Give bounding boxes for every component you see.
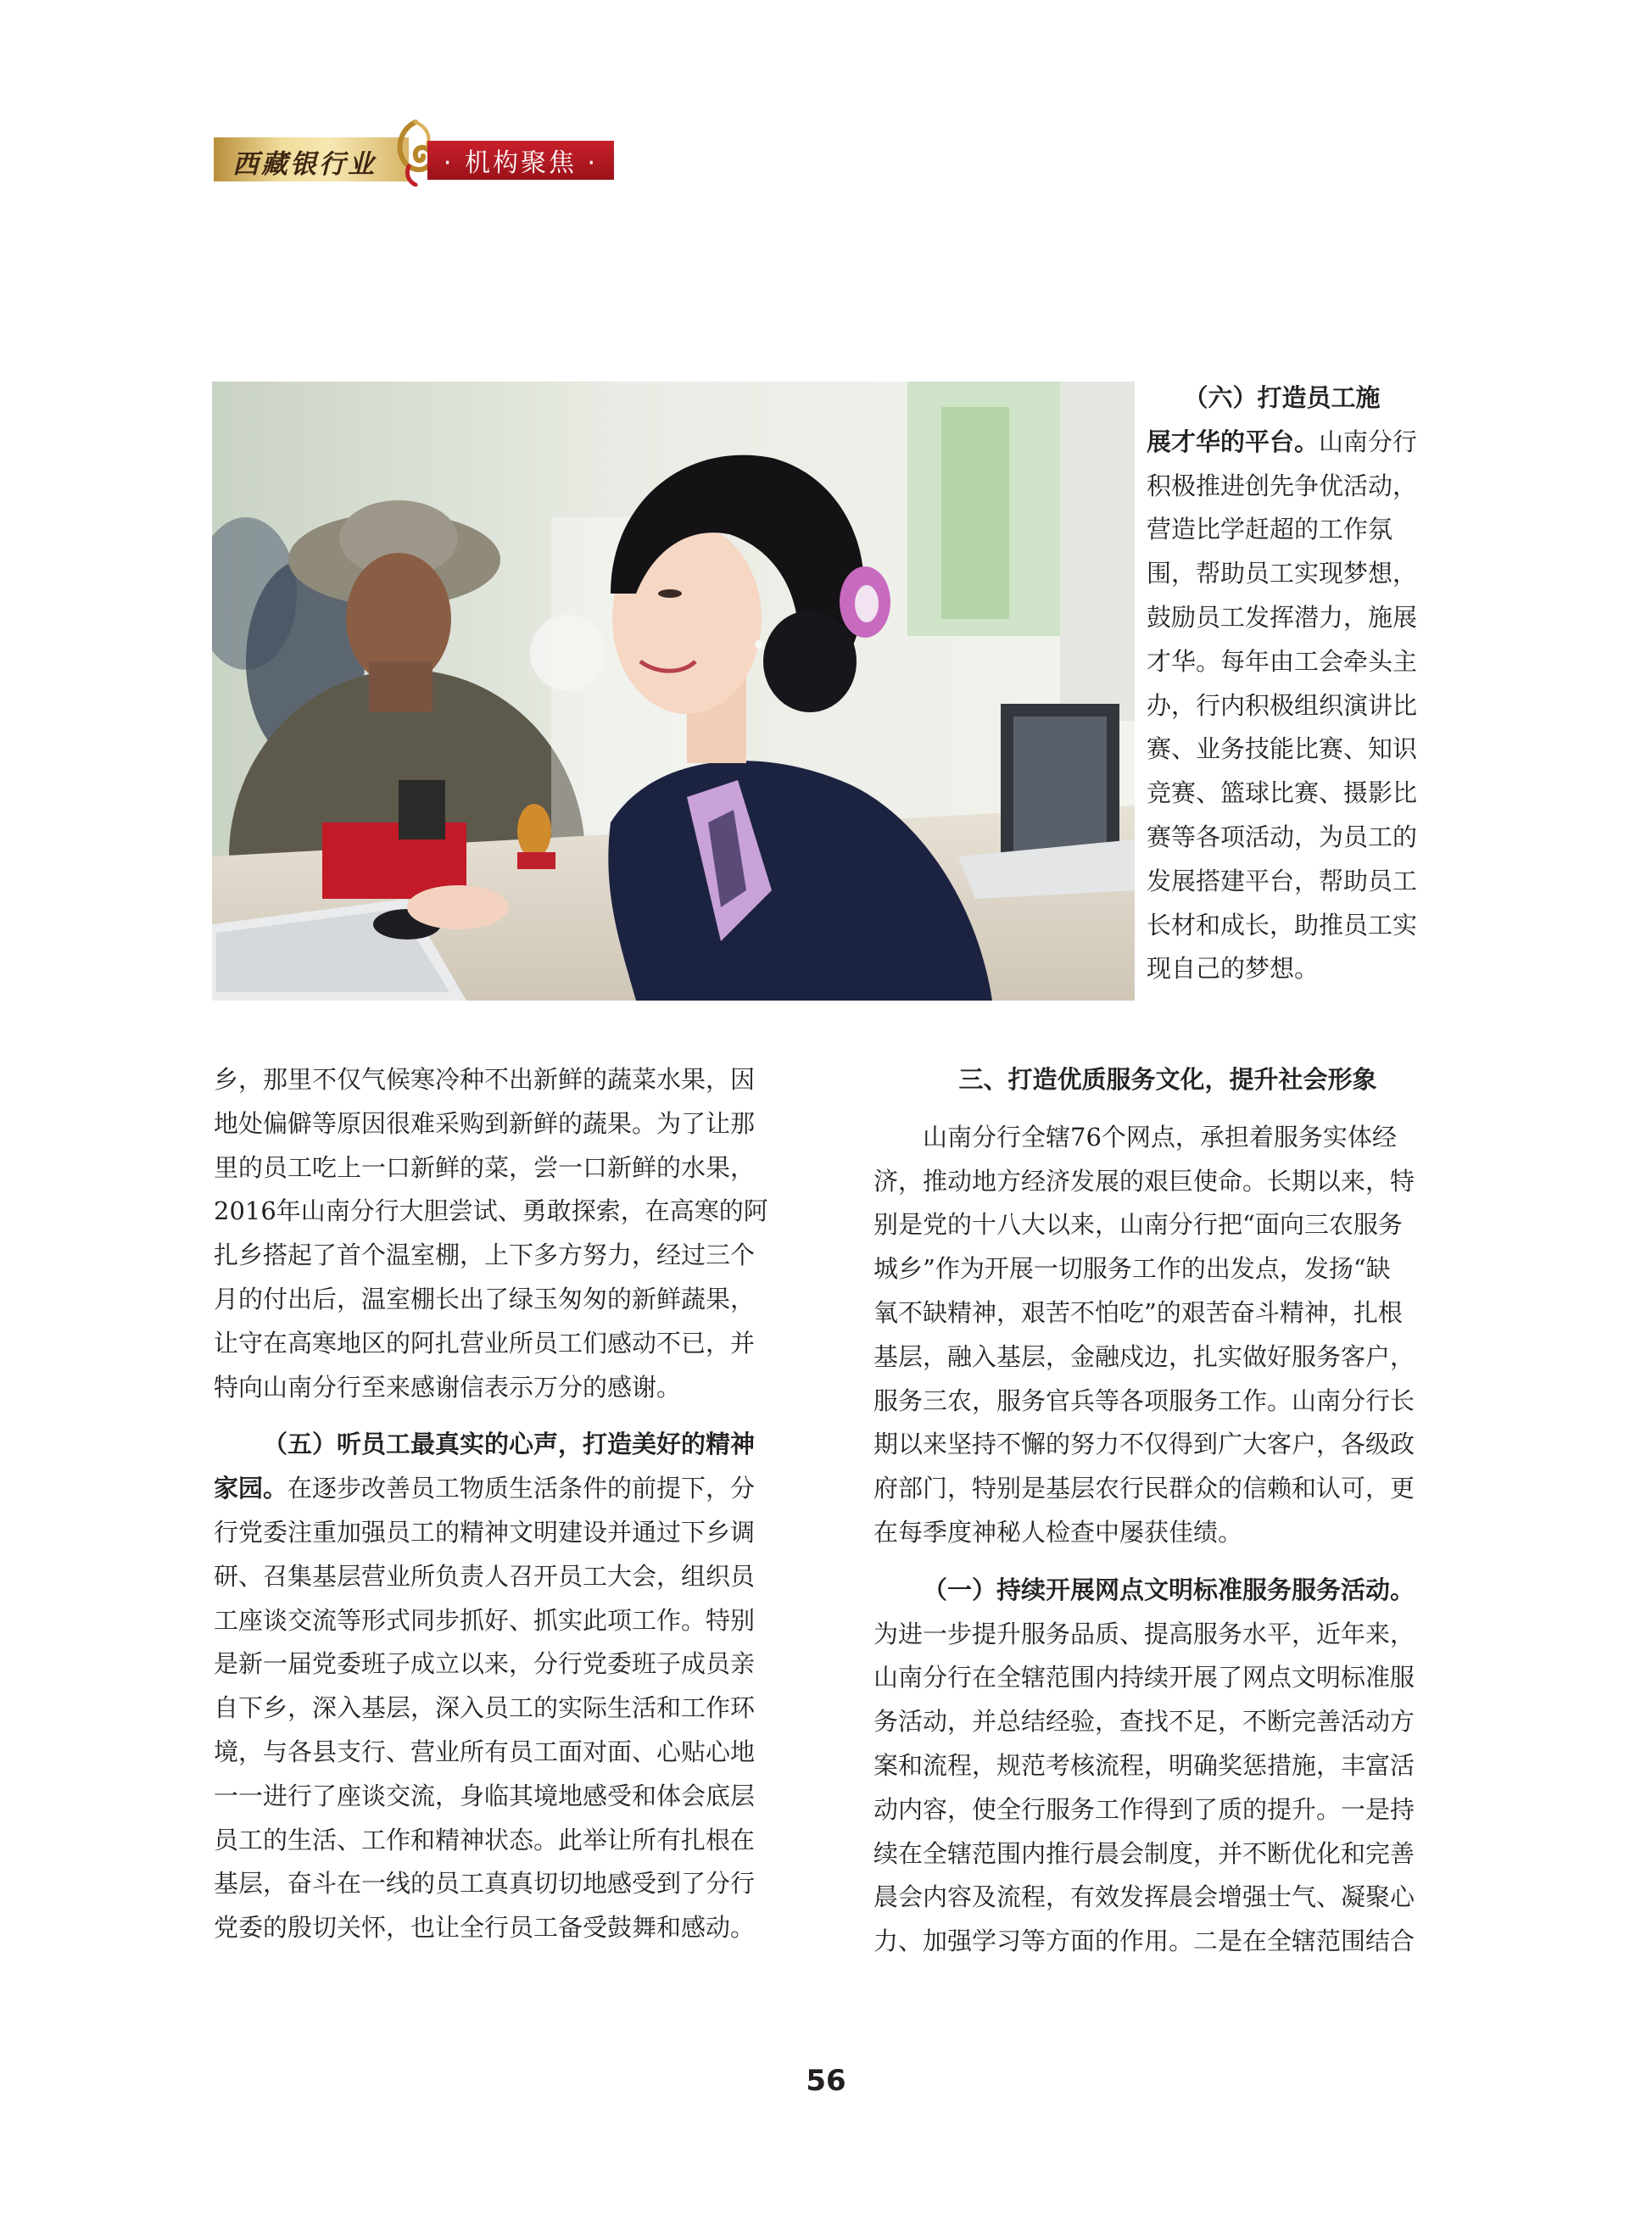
text-line: 赛、业务技能比赛、知识 [1147, 734, 1418, 764]
brand-title: 西藏银行业 [232, 149, 377, 180]
left-column [214, 1058, 768, 1950]
heading-one: （一）持续开展网点文明标准服务服务活动。 [923, 1575, 1415, 1604]
text-line: 一一进行了座谈交流，身临其境地感受和体会底层 [214, 1781, 756, 1810]
text-line: 基层，融入基层，金融戍边，扎实做好服务客户， [873, 1341, 1415, 1371]
text-line: 让守在高寒地区的阿扎营业所员工们感动不已，并 [214, 1328, 756, 1358]
text-line: 续在全辖范围内推行晨会制度，并不断优化和完善 [873, 1838, 1415, 1868]
section-tag-label: · 机构聚焦 · [443, 148, 599, 178]
section-tag [427, 141, 614, 180]
text-line: 别是党的十八大以来，山南分行把“面向三农服务 [873, 1210, 1403, 1240]
text-line: 动内容，使全行服务工作得到了质的提升。一是持 [873, 1794, 1415, 1824]
heading-six-line1: （六）打造员工施 [1183, 383, 1381, 412]
text-line: 城乡”作为开展一切服务工作的出发点，发扬“缺 [873, 1254, 1391, 1284]
text-line: 为进一步提升服务品质、提高服务水平，近年来， [873, 1619, 1415, 1648]
heading-five-line1: （五）听员工最真实的心声，打造美好的精神 [263, 1430, 756, 1459]
text-line: 2016年山南分行大胆尝试、勇敢探索，在高寒的阿 [214, 1196, 768, 1226]
text-line: 氧不缺精神，艰苦不怕吃”的艰苦奋斗精神，扎根 [873, 1297, 1403, 1327]
text-line: 山南分行全辖76个网点，承担着服务实体经 [923, 1122, 1397, 1152]
text-line: 在每季度神秘人检查中屡获佳绩。 [873, 1517, 1243, 1547]
text-line: 才华。每年由工会牵头主 [1147, 646, 1418, 676]
text-line: 济，推动地方经济发展的艰巨使命。长期以来，特 [873, 1166, 1415, 1196]
text-line: 山南分行在全辖范围内持续开展了网点文明标准服 [873, 1663, 1415, 1692]
text-line: 府部门，特别是基层农行民群众的信赖和认可，更 [873, 1474, 1415, 1503]
heading-six-line2: 展才华的平台。山南分行 [1147, 427, 1418, 456]
text-line: 发展搭建平台，帮助员工 [1147, 866, 1418, 895]
text-line: 月的付出后，温室棚长出了绿玉匆匆的新鲜蔬果， [214, 1284, 756, 1313]
header-banner [214, 137, 614, 181]
brand-plate [214, 137, 409, 181]
right-top-column [1147, 376, 1417, 991]
text-line: 基层，奋斗在一线的员工真真切切地感受到了分行 [214, 1869, 756, 1899]
text-line: 党委的殷切关怀，也让全行员工备受鼓舞和感动。 [214, 1913, 756, 1943]
text-line: 期以来坚持不懈的努力不仅得到广大客户，各级政 [873, 1430, 1415, 1459]
text-line: 工座谈交流等形式同步抓好、抓实此项工作。特别 [214, 1605, 756, 1635]
text-line: 力、加强学习等方面的作用。二是在全辖范围结合 [873, 1927, 1415, 1956]
text-line: 现自己的梦想。 [1147, 954, 1320, 984]
text-line: 积极推进创先争优活动， [1147, 471, 1418, 500]
text-line: 员工的生活、工作和精神状态。此举让所有扎根在 [214, 1825, 756, 1854]
section-three-title: 三、打造优质服务文化，提升社会形象 [958, 1065, 1377, 1094]
text-line: 行党委注重加强员工的精神文明建设并通过下乡调 [214, 1517, 756, 1547]
text-line: 赛等各项活动，为员工的 [1147, 822, 1418, 851]
text-line: 务活动，并总结经验，查找不足，不断完善活动方 [873, 1707, 1415, 1737]
page-number: 56 [806, 2064, 846, 2098]
text-line: 晨会内容及流程，有效发挥晨会增强士气、凝聚心 [873, 1882, 1415, 1912]
right-column [873, 1058, 1462, 1964]
heading-five-line2: 家园。在逐步改善员工物质生活条件的前提下，分 [214, 1474, 756, 1503]
text-line: 办，行内积极组织演讲比 [1147, 690, 1418, 720]
text-line: 扎乡搭起了首个温室棚，上下多方努力，经过三个 [214, 1241, 756, 1270]
text-line: 围，帮助员工实现梦想， [1147, 559, 1418, 588]
text-line: 服务三农，服务官兵等各项服务工作。山南分行长 [873, 1386, 1415, 1415]
text-line: 地处偏僻等原因很难采购到新鲜的蔬果。为了让那 [214, 1108, 756, 1138]
text-line: 长材和成长，助推员工实 [1147, 910, 1418, 940]
text-line: 研、召集基层营业所负责人召开员工大会，组织员 [214, 1561, 756, 1591]
text-line: 里的员工吃上一口新鲜的菜，尝一口新鲜的水果， [214, 1152, 756, 1182]
text-line: 是新一届党委班子成立以来，分行党委班子成员亲 [214, 1649, 756, 1679]
photo-bank-counter-icon [212, 382, 1135, 1001]
text-line: 竞赛、篮球比赛、摄影比 [1147, 778, 1418, 808]
text-line: 营造比学赶超的工作氛 [1147, 515, 1393, 544]
text-line: 案和流程，规范考核流程，明确奖惩措施，丰富活 [873, 1750, 1415, 1780]
text-line: 特向山南分行至来感谢信表示万分的感谢。 [214, 1372, 682, 1402]
text-line: 自下乡，深入基层，深入员工的实际生活和工作环 [214, 1693, 756, 1723]
bank-counter-photo [212, 382, 1135, 1001]
text-line: 境，与各县支行、营业所有员工面对面、心贴心地 [214, 1737, 756, 1766]
text-line: 鼓励员工发挥潜力，施展 [1147, 602, 1418, 632]
text-line: 乡，那里不仅气候寒冷种不出新鲜的蔬菜水果，因 [214, 1065, 756, 1094]
